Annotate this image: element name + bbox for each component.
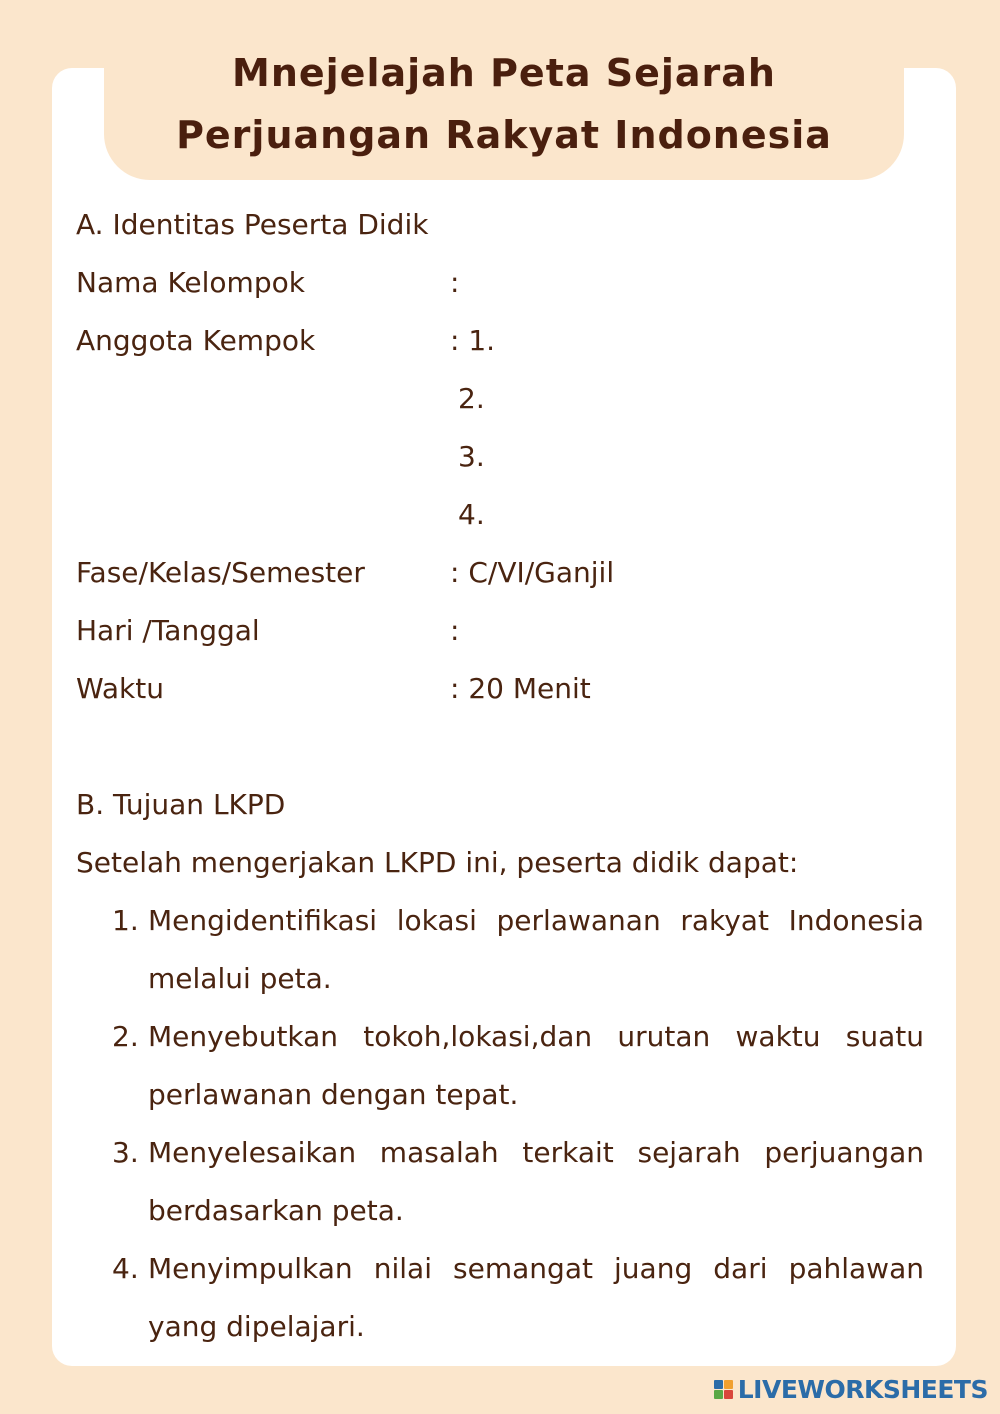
field-label: Fase/Kelas/Semester bbox=[76, 556, 365, 589]
goal-text: Menyimpulkan nilai semangat juang dari pahlawan yang dipelajari. bbox=[148, 1252, 924, 1343]
field-value: : bbox=[450, 266, 460, 299]
section-b-heading: B. Tujuan LKPD bbox=[76, 788, 286, 821]
member-number: 3. bbox=[458, 440, 485, 473]
section-b-intro-row bbox=[76, 834, 924, 892]
goal-number: 4. bbox=[112, 1252, 139, 1285]
list-item bbox=[76, 1240, 924, 1356]
field-label: Hari /Tanggal bbox=[76, 614, 260, 647]
field-value: : bbox=[450, 614, 460, 647]
goals-list bbox=[76, 892, 924, 1356]
title-banner bbox=[104, 30, 904, 180]
field-value: : 1. bbox=[450, 324, 496, 357]
field-row-phase-class-semester bbox=[76, 544, 924, 602]
member-number: 2. bbox=[458, 382, 485, 415]
field-label: Anggota Kempok bbox=[76, 324, 316, 357]
field-row-member-3 bbox=[76, 428, 924, 486]
field-row-members bbox=[76, 312, 924, 370]
field-value: : C/VI/Ganjil bbox=[450, 556, 615, 589]
member-number: 4. bbox=[458, 498, 485, 531]
goal-text: Mengidentifikasi lokasi perlawanan rakyat Indonesia melalui peta. bbox=[148, 904, 924, 995]
section-a-heading: A. Identitas Peserta Didik bbox=[76, 208, 429, 241]
field-label: Nama Kelompok bbox=[76, 266, 305, 299]
worksheet-content bbox=[76, 196, 924, 1356]
section-b-heading-row bbox=[76, 776, 924, 834]
goal-number: 1. bbox=[112, 904, 139, 937]
brand-name: LIVEWORKSHEETS bbox=[737, 1374, 988, 1404]
field-label: Waktu bbox=[76, 672, 164, 705]
liveworksheets-logo-icon bbox=[714, 1380, 733, 1399]
list-item bbox=[76, 1008, 924, 1124]
list-item bbox=[76, 1124, 924, 1240]
goal-text: Menyelesaikan masalah terkait sejarah perjuangan berdasarkan peta. bbox=[148, 1136, 924, 1227]
goal-number: 3. bbox=[112, 1136, 139, 1169]
field-row-member-4 bbox=[76, 486, 924, 544]
page-title-line-2: Perjuangan Rakyat Indonesia bbox=[176, 113, 832, 157]
field-row-day-date bbox=[76, 602, 924, 660]
goal-text: Menyebutkan tokoh,lokasi,dan urutan waktu suatu perlawanan dengan tepat. bbox=[148, 1020, 924, 1111]
page-title-line-1: Mnejelajah Peta Sejarah bbox=[232, 51, 776, 95]
list-item bbox=[76, 892, 924, 1008]
section-b-intro: Setelah mengerjakan LKPD ini, peserta didik dapat: bbox=[76, 846, 799, 879]
liveworksheets-watermark bbox=[714, 1372, 988, 1406]
goal-number: 2. bbox=[112, 1020, 139, 1053]
section-a-heading-row bbox=[76, 196, 924, 254]
field-value: : 20 Menit bbox=[450, 672, 591, 705]
field-row-group-name bbox=[76, 254, 924, 312]
field-row-time bbox=[76, 660, 924, 718]
section-spacer bbox=[76, 718, 924, 776]
field-row-member-2 bbox=[76, 370, 924, 428]
